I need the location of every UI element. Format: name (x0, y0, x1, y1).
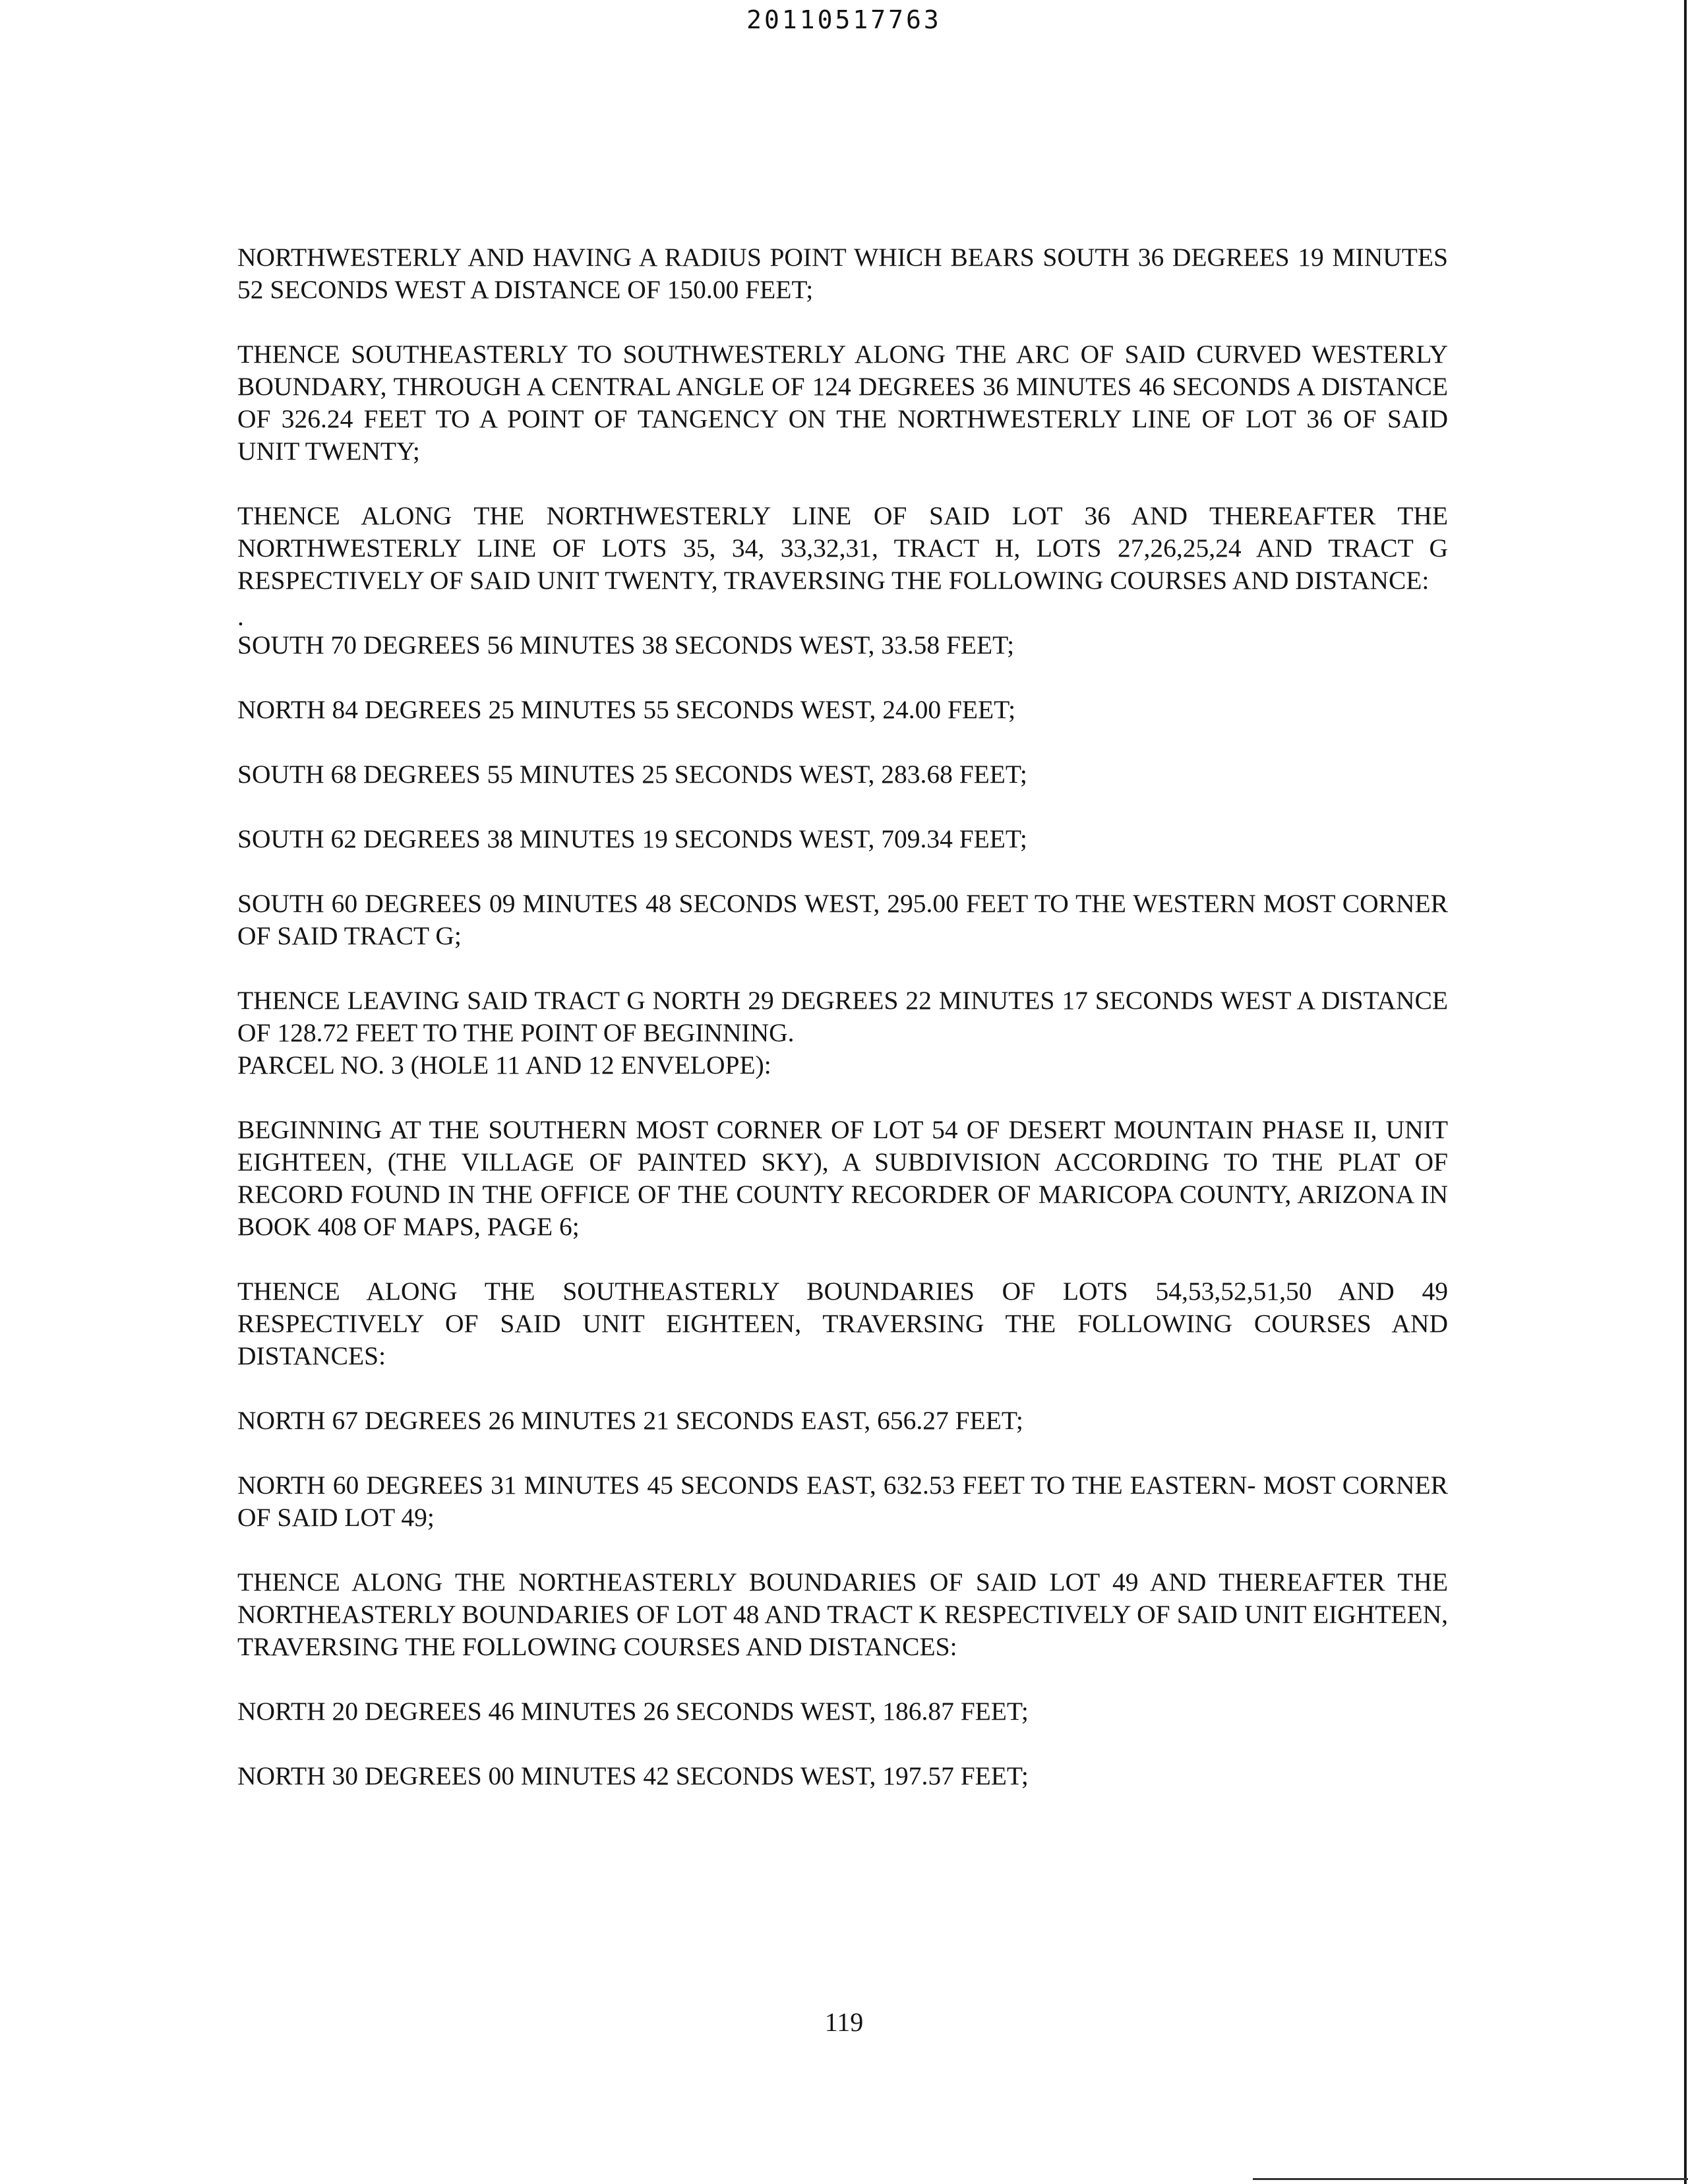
paragraph-leaving-tract-g: THENCE LEAVING SAID TRACT G NORTH 29 DEGREES 22 MINUTES 17 SECONDS WEST A DISTANCE OF 128.72 FEET TO THE POINT OF BEGINNING. (237, 986, 1448, 1047)
stray-dot: . (237, 602, 244, 631)
paragraph-arc-curve: THENCE SOUTHEASTERLY TO SOUTHWESTERLY ALONG THE ARC OF SAID CURVED WESTERLY BOUNDARY, THROUGH A CENTRAL ANGLE OF 124 DEGREES 36 MINUTES 46 SECONDS A DISTANCE OF 326.24 FEET TO A POINT OF TANGENCY ON THE NORTHWESTERLY LINE OF LOT 36 OF SAID UNIT TWENTY; (237, 340, 1448, 466)
paragraph-beginning-lot-54: BEGINNING AT THE SOUTHERN MOST CORNER OF LOT 54 OF DESERT MOUNTAIN PHASE II, UNIT EIGHTEEN, (THE VILLAGE OF PAINTED SKY), A SUBDIVISION ACCORDING TO THE PLAT OF RECORD FOUND IN THE OFFICE OF THE COUNTY RECORDER OF MARICOPA COUNTY, ARIZONA IN BOOK 408 OF MAPS, PAGE 6; (237, 1115, 1448, 1241)
course-north-60: NORTH 60 DEGREES 31 MINUTES 45 SECONDS EAST, 632.53 FEET TO THE EASTERN- MOST CORNER OF SAID LOT 49; (237, 1471, 1448, 1532)
page-number: 119 (824, 2007, 864, 2037)
course-south-60: SOUTH 60 DEGREES 09 MINUTES 48 SECONDS WEST, 295.00 FEET TO THE WESTERN MOST CORNER OF SAID TRACT G; (237, 889, 1448, 950)
parcel-heading: PARCEL NO. 3 (HOLE 11 AND 12 ENVELOPE): (237, 1050, 771, 1079)
recording-number: 20110517763 (746, 5, 942, 34)
course-north-30: NORTH 30 DEGREES 00 MINUTES 42 SECONDS WEST, 197.57 FEET; (237, 1761, 1029, 1790)
paragraph-southeasterly-boundaries: THENCE ALONG THE SOUTHEASTERLY BOUNDARIES OF LOTS 54,53,52,51,50 AND 49 RESPECTIVELY OF SAID UNIT EIGHTEEN, TRAVERSING THE FOLLOWING COURSES AND DISTANCES: (237, 1277, 1448, 1370)
course-north-84: NORTH 84 DEGREES 25 MINUTES 55 SECONDS WEST, 24.00 FEET; (237, 695, 1016, 724)
course-north-67: NORTH 67 DEGREES 26 MINUTES 21 SECONDS EAST, 656.27 FEET; (237, 1406, 1023, 1435)
course-south-68: SOUTH 68 DEGREES 55 MINUTES 25 SECONDS WEST, 283.68 FEET; (237, 760, 1027, 789)
paragraph-radius-point: NORTHWESTERLY AND HAVING A RADIUS POINT WHICH BEARS SOUTH 36 DEGREES 19 MINUTES 52 SECONDS WEST A DISTANCE OF 150.00 FEET; (237, 243, 1448, 304)
paragraph-northeasterly-boundaries: THENCE ALONG THE NORTHEASTERLY BOUNDARIES OF SAID LOT 49 AND THEREAFTER THE NORTHEASTERLY BOUNDARIES OF LOT 48 AND TRACT K RESPECTIVELY OF SAID UNIT EIGHTEEN, TRAVERSING THE FOLLOWING COURSES AND DISTANCES: (237, 1567, 1448, 1661)
course-north-20: NORTH 20 DEGREES 46 MINUTES 26 SECONDS WEST, 186.87 FEET; (237, 1697, 1029, 1726)
scan-edge-right (1684, 0, 1687, 2184)
course-south-70: SOUTH 70 DEGREES 56 MINUTES 38 SECONDS WEST, 33.58 FEET; (237, 630, 1015, 659)
paragraph-northwesterly-line: THENCE ALONG THE NORTHWESTERLY LINE OF SAID LOT 36 AND THEREAFTER THE NORTHWESTERLY LINE OF LOTS 35, 34, 33,32,31, TRACT H, LOTS 27,26,25,24 AND TRACT G RESPECTIVELY OF SAID UNIT TWENTY, TRAVERSING THE FOLLOWING COURSES AND DISTANCE: (237, 501, 1448, 595)
scan-edge-bottom (1253, 2178, 1688, 2180)
course-south-62: SOUTH 62 DEGREES 38 MINUTES 19 SECONDS WEST, 709.34 FEET; (237, 824, 1027, 853)
legal-description (237, 241, 1448, 1825)
